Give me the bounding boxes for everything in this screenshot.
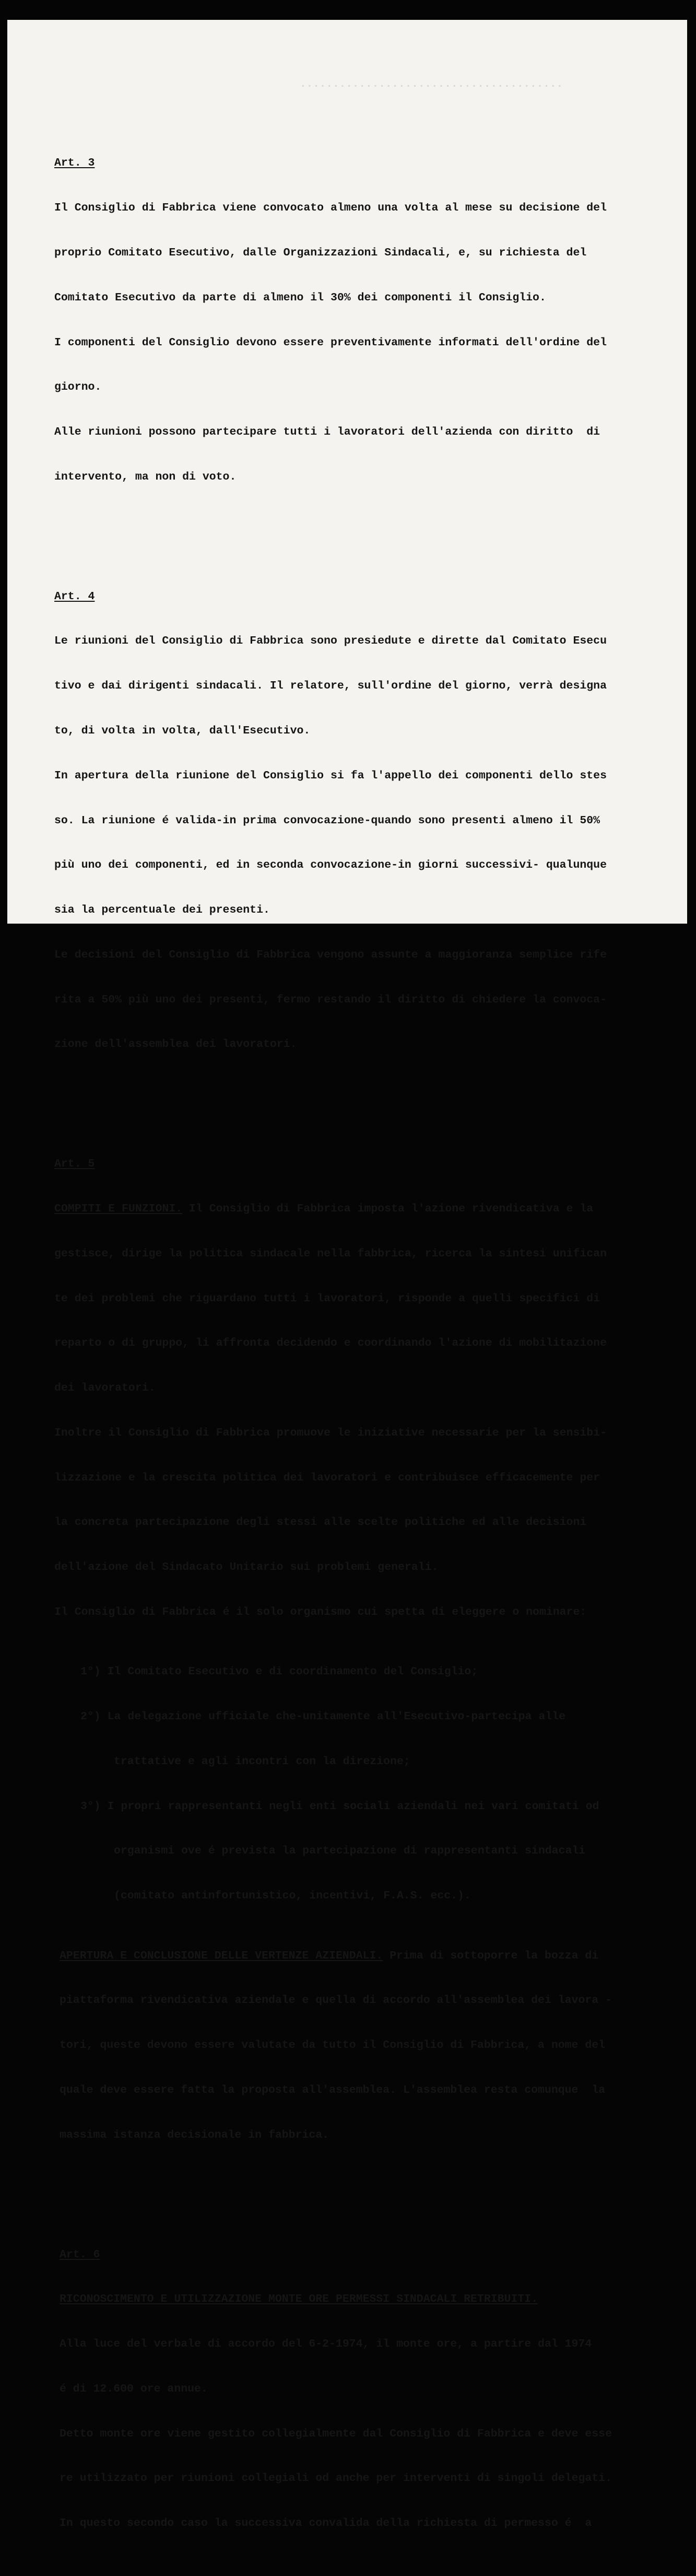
- document-body: [54, 96, 644, 2576]
- art5-list-item-continuation: (comitato antinfortunistico, incentivi, F.A.S. ecc.).: [114, 1890, 471, 1903]
- art5-sub2-line: massima istanza decisionale in fabbrica.: [60, 2128, 329, 2141]
- art5-sub2-line: quale deve essere fatta la proposta all'assemblea. L'assemblea resta comunque la: [60, 2083, 606, 2096]
- art5-line: Inoltre il Consiglio di Fabbrica promuove le iniziative necessarie per la sensibi-: [54, 1426, 607, 1439]
- art3-line: Il Consiglio di Fabbrica viene convocato almeno una volta al mese su decisione del: [54, 202, 607, 215]
- art5-line: Il Consiglio di Fabbrica é il solo organismo cui spetta di eleggere o nominare:: [54, 1605, 587, 1618]
- art3-line: intervento, ma non di voto.: [54, 470, 237, 483]
- list-number: 3°): [80, 1800, 101, 1813]
- art6-line: Detto monte ore viene gestito collegialmente dal Consiglio di Fabbrica e deve esse: [60, 2427, 612, 2440]
- art4-heading: Art. 4: [54, 590, 95, 603]
- art6-line: Alla luce del verbale di accordo del 6-2-1974, il monte ore, a partire dal 1974: [60, 2338, 592, 2351]
- art3-line: I componenti del Consiglio devono essere preventivamente informati dell'ordine del: [54, 336, 607, 349]
- art3-heading-line: [54, 156, 644, 171]
- art4-line: so. La riunione é valida-in prima convocazione-quando sono presenti almeno il 50%: [54, 814, 600, 827]
- art5-line: te dei problemi che riguardano tutti i lavoratori, risponde a quelli specifici di: [54, 1292, 600, 1305]
- list-item-text: I propri rappresentanti negli enti sociali aziendali nei vari comitati od: [107, 1800, 599, 1813]
- spacer: [54, 1082, 644, 1097]
- list-item-text: La delegazione ufficiale che-unitamente all'Esecutivo-partecipa alle: [107, 1710, 565, 1723]
- art5-subheading2-line: [54, 1949, 644, 1964]
- art4-line: sia la percentuale dei presenti.: [54, 904, 270, 917]
- art5-heading: Art. 5: [54, 1158, 95, 1171]
- art5-line: la concreta partecipazione degli stessi alle scelte politiche ed alle decisioni: [54, 1516, 587, 1529]
- art3-line: proprio Comitato Esecutivo, dalle Organizzazioni Sindacali, e, su richiesta del: [54, 246, 587, 259]
- art3-line: Alle riunioni possono partecipare tutti i lavoratori dell'azienda con diritto di: [54, 426, 600, 439]
- art6-subheading-line: [54, 2292, 644, 2307]
- art6-line: é di 12.600 ore annue.: [60, 2382, 208, 2395]
- art4-line: In apertura della riunione del Consiglio si fa l'appello dei componenti dello stes: [54, 769, 607, 782]
- art3-line: giorno.: [54, 381, 102, 394]
- art3-line: Comitato Esecutivo da parte di almeno il 30% dei componenti il Consiglio.: [54, 291, 546, 304]
- art5-list-item: [54, 1709, 644, 1724]
- art4-heading-line: [54, 589, 644, 604]
- art4-line: zione dell'assemblea dei lavoratori.: [54, 1038, 297, 1051]
- list-number: 1°): [80, 1665, 101, 1679]
- art5-subheading2: APERTURA E CONCLUSIONE DELLE VERTENZE AZIENDALI.: [60, 1949, 383, 1962]
- spacer: [54, 515, 644, 530]
- art4-line: to, di volta in volta, dall'Esecutivo.: [54, 724, 311, 737]
- list-number: 2°): [80, 1710, 101, 1723]
- art5-list-item: [54, 1664, 644, 1680]
- art6-line: In questo secondo caso la successiva convalida della richiesta di permesso é a: [60, 2517, 592, 2530]
- document-page: [7, 20, 687, 2530]
- art6-line: re utilizzato per riunioni collegiali od anche per interventi di singoli delegati.: [60, 2472, 612, 2485]
- spacer: [54, 2173, 644, 2188]
- art5-sub2-line: piattaforma rivendicativa aziendale e quella di accordo all'assemblea dei lavora -: [60, 1994, 612, 2007]
- bleed-through-decoration: ........................................: [300, 78, 563, 90]
- art6-subheading: RICONOSCIMENTO E UTILIZZAZIONE MONTE ORE PERMESSI SINDACALI RETRIBUITI.: [60, 2293, 538, 2306]
- art4-line: tivo e dai dirigenti sindacali. Il relatore, sull'ordine del giorno, verrà designa: [54, 680, 607, 693]
- art5-line: lizzazione e la crescita politica dei lavoratori e contribuisce efficacemente per: [54, 1471, 600, 1484]
- art5-line: gestisce, dirige la politica sindacale nella fabbrica, ricerca la sintesi unifican: [54, 1247, 607, 1260]
- art5-first-line-rest: Il Consiglio di Fabbrica imposta l'azione rivendicativa e la: [182, 1202, 594, 1215]
- art5-list-item: [54, 1799, 644, 1814]
- art5-line: dei lavoratori.: [54, 1382, 156, 1395]
- art5-sub2-line: tori, queste devono essere valutate da tutto il Consiglio di Fabbrica, a nome del: [60, 2039, 606, 2052]
- art5-heading-line: [54, 1157, 644, 1172]
- art4-line: Le decisioni del Consiglio di Fabbrica vengono assunte a maggioranza semplice rife: [54, 948, 607, 961]
- art5-list-item-continuation: trattative e agli incontri con la direzione;: [114, 1755, 410, 1768]
- art4-line: più uno dei componenti, ed in seconda convocazione-in giorni successivi- qualunque: [54, 859, 607, 872]
- art4-line: rita a 50% più uno dei presenti, fermo restando il diritto di chiedere la convoca-: [54, 993, 607, 1006]
- art5-subheading: COMPITI E FUNZIONI.: [54, 1202, 183, 1215]
- art6-heading-line: [54, 2247, 644, 2263]
- art5-sub2-first-rest: Prima di sottoporre la bozza di: [383, 1949, 599, 1962]
- list-item-text: Il Comitato Esecutivo e di coordinamento del Consiglio;: [107, 1665, 478, 1679]
- art6-heading: Art. 6: [60, 2248, 100, 2261]
- art4-line: Le riunioni del Consiglio di Fabbrica sono presiedute e dirette dal Comitato Esecu: [54, 635, 607, 648]
- art5-subheading-line: [54, 1202, 644, 1217]
- art5-list-item-continuation: organismi ove é prevista la partecipazione di rappresentanti sindacali: [114, 1845, 586, 1858]
- art3-heading: Art. 3: [54, 157, 95, 170]
- art5-line: reparto o di gruppo, li affronta decidendo e coordinando l'azione di mobilitazione: [54, 1337, 607, 1350]
- art5-line: dell'azione del Sindacato Unitario sui problemi generali.: [54, 1561, 439, 1574]
